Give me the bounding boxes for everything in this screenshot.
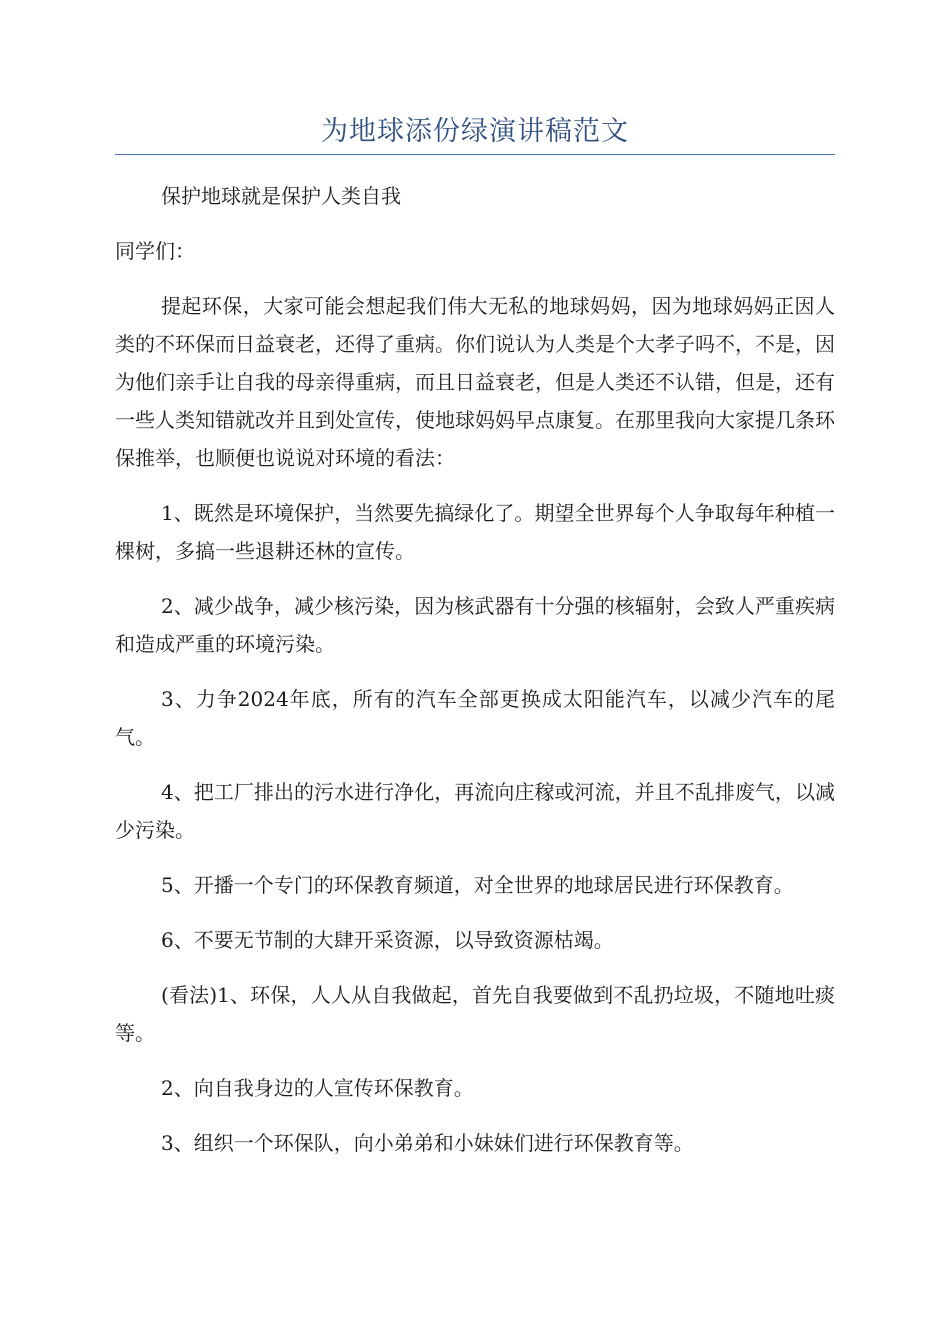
suggestion-paragraph-2: 2、减少战争，减少核污染，因为核武器有十分强的核辐射，会致人严重疾病和造成严重的环境污染。 bbox=[115, 594, 835, 656]
suggestion-paragraph-5: 5、开播一个专门的环保教育频道，对全世界的地球居民进行环保教育。 bbox=[161, 873, 794, 897]
suggestion-paragraph-3: 3、力争2024年底，所有的汽车全部更换成太阳能汽车，以减少汽车的尾气。 bbox=[115, 687, 835, 749]
suggestion-paragraph-4: 4、把工厂排出的污水进行净化，再流向庄稼或河流，并且不乱排废气，以减少污染。 bbox=[115, 780, 835, 842]
suggestion-paragraph-6: 6、不要无节制的大肆开采资源，以导致资源枯竭。 bbox=[161, 928, 614, 952]
opinion-paragraph-2: 2、向自我身边的人宣传环保教育。 bbox=[161, 1076, 474, 1100]
document-body bbox=[115, 177, 835, 1179]
title-underline bbox=[115, 154, 835, 155]
opinion-paragraph-3: 3、组织一个环保队，向小弟弟和小妹妹们进行环保教育等。 bbox=[161, 1131, 694, 1155]
salutation-paragraph: 同学们： bbox=[115, 239, 195, 263]
document-title: 为地球添份绿演讲稿范文 bbox=[321, 116, 629, 147]
opinion-paragraph-1: (看法)1、环保，人人从自我做起，首先自我要做到不乱扔垃圾，不随地吐痰等。 bbox=[115, 983, 835, 1045]
subtitle-paragraph: 保护地球就是保护人类自我 bbox=[161, 184, 401, 208]
intro-paragraph: 提起环保，大家可能会想起我们伟大无私的地球妈妈，因为地球妈妈正因人类的不环保而日益衰老，还得了重病。你们说认为人类是个大孝子吗不，不是，因为他们亲手让自我的母亲得重病，而且日益衰老，但是人类还不认错，但是，还有一些人类知错就改并且到处宣传，使地球妈妈早点康复。在那里我向大家提几条环保推举，也顺便也说说对环境的看法： bbox=[115, 294, 835, 470]
suggestion-paragraph-1: 1、既然是环境保护，当然要先搞绿化了。期望全世界每个人争取每年种植一棵树，多搞一些退耕还林的宣传。 bbox=[115, 501, 835, 563]
